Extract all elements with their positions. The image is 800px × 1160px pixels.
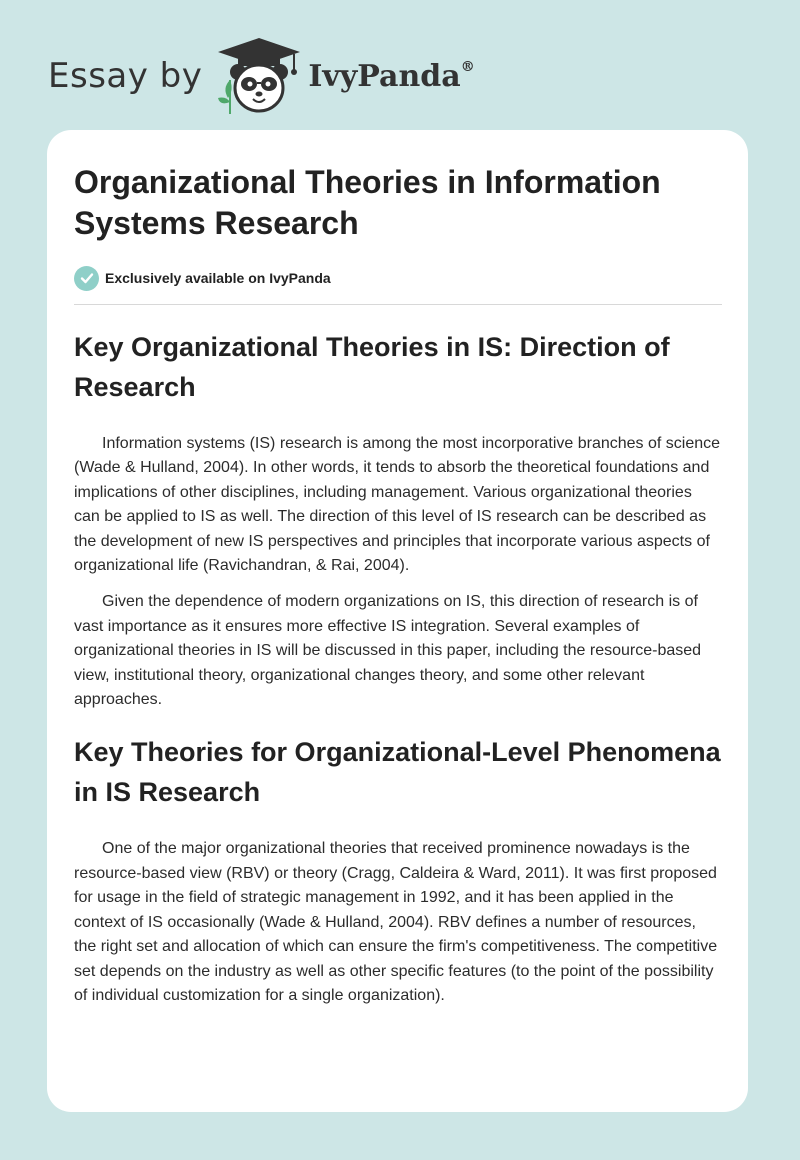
section-heading: Key Organizational Theories in IS: Direction of Research	[74, 332, 670, 402]
essay-by-label: Essay by	[48, 56, 203, 96]
brand-logo-text[interactable]: IvyPanda®	[308, 58, 475, 94]
divider	[74, 304, 722, 305]
check-icon	[74, 266, 99, 291]
section-heading: Key Theories for Organizational-Level Phenomena in IS Research	[74, 737, 721, 808]
registered-mark: ®	[460, 58, 475, 75]
exclusive-badge	[74, 264, 721, 292]
exclusive-label: Exclusively available on IvyPanda	[105, 270, 331, 286]
panda-graduate-icon[interactable]	[216, 36, 302, 116]
paragraph: One of the major organizational theories that received prominence nowadays is the resource-based view (RBV) or theory (Cragg, Caldeira & Ward, 2011). It was first proposed for usage in the field of strategic management in 1992, and it has been applied in the context of IS occasionally (Wade & Hulland, 2004). RBV defines a number of resources, the right set and allocation of which can ensure the firm's competitiveness. The competitive set depends on the industry as well as other specific features (to the point of the possibility of individual customization for a single organization).	[74, 840, 718, 1004]
article-card	[47, 130, 748, 1112]
paragraph: Given the dependence of modern organizations on IS, this direction of research is of vast importance as it ensures more effective IS integration. Several examples of organizational theories in IS will be discussed in this paper, including the resource-based view, institutional theory, organizational changes theory, and some other relevant approaches.	[74, 593, 702, 709]
article-title: Organizational Theories in Information Systems Research	[74, 164, 661, 241]
paragraph: Information systems (IS) research is among the most incorporative branches of science (Wade & Hulland, 2004). In other words, it tends to absorb the theoretical foundations and implications of other disciplines, including management. Various organizational theories can be applied to IS as well. The direction of this level of IS research can be described as the development of new IS perspectives and principles that incorporate various aspects of organizational life (Ravichandran, & Rai, 2004).	[74, 435, 721, 575]
site-header	[48, 36, 475, 116]
